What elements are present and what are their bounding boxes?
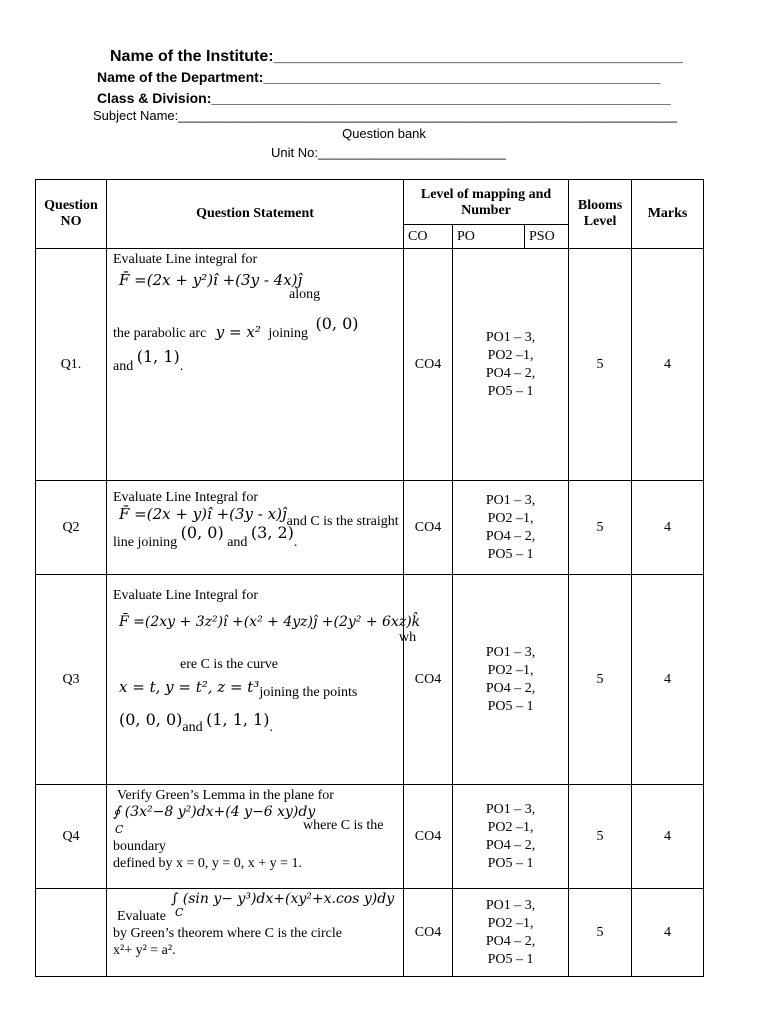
po-item: PO1 – 3, [485,492,536,508]
class-division-line: Class & Division:___________________________________________________________ [97,90,671,106]
po-values [453,249,569,481]
department-name-line: Name of the Department:___________________________________________________ [97,69,661,85]
statement-text: and [113,359,134,374]
statement-text: defined by x = 0, y = 0, x + y = 1. [113,856,303,871]
marks-value: 4 [632,249,704,481]
header-marks: Marks [632,180,704,249]
vector-field-formula: F̄ =(2xy + 3z²)î +(x² + 4yz)ĵ +(2y² + 6xz)k̂ [119,614,421,630]
marks-value: 4 [632,481,704,575]
point-formula: (0, 0, 0) [119,710,183,729]
po-item: PO2 –1, [487,915,534,931]
statement-text: Evaluate Line Integral for [113,588,258,603]
point-formula: (0, 0) [315,314,359,333]
po-item: PO2 –1, [487,510,534,526]
header-level-of-mapping: Level of mapping and Number [404,180,569,225]
po-item: PO2 –1, [487,662,534,678]
table-row [36,575,704,785]
po-item: PO1 – 3, [485,897,536,913]
header-blooms-level: Blooms Level [569,180,632,249]
question-statement [107,785,404,889]
unit-no-line: Unit No:__________________________ [271,145,506,160]
po-values [453,889,569,977]
table-row [36,481,704,575]
curve-formula: x = t, y = t², z = t³ [119,678,260,696]
subject-name-line: Subject Name:_____________________________________________________________________ [93,108,678,123]
question-number: Q1. [36,249,107,481]
po-item: PO2 –1, [487,819,534,835]
marks-value: 4 [632,785,704,889]
table-row [36,889,704,977]
statement-text: ere C is the curve [180,657,278,672]
point-formula: (3, 2) [250,523,294,542]
statement-text: by Green’s theorem where C is the circle [113,926,342,941]
co-value: CO4 [404,481,453,575]
statement-text: boundary [113,839,166,854]
blooms-value: 5 [569,575,632,785]
co-value: CO4 [404,785,453,889]
po-item: PO4 – 2, [485,528,536,544]
contour-label: C [175,906,184,919]
table-row [36,249,704,481]
statement-text: wh [399,630,417,645]
blooms-value: 5 [569,785,632,889]
po-item: PO5 – 1 [487,855,534,871]
vector-field-formula: F̄ =(2x + y²)î +(3y - 4x)ĵ [119,271,303,289]
po-item: PO5 – 1 [487,698,534,714]
header-co: CO [404,225,453,249]
statement-text: Evaluate [117,909,166,924]
po-item: PO5 – 1 [487,383,534,399]
co-value: CO4 [404,249,453,481]
blooms-value: 5 [569,481,632,575]
question-number: Q4 [36,785,107,889]
institute-name-line: Name of the Institute:______________________________________________ [110,48,683,65]
statement-text: . [269,720,273,735]
question-statement [107,889,404,977]
table-header-row [36,180,704,225]
statement-text: Verify Green’s Lemma in the plane for [117,788,334,803]
statement-text: x²+ y² = a². [113,943,176,958]
header-pso: PSO [525,225,569,249]
line-integral-formula: ∫ (sin y− y³)dx+(xy²+x.cos y)dy [171,891,395,907]
contour-label: C [115,823,124,836]
statement-text: . [293,535,298,550]
statement-text: where C is the [303,818,384,833]
statement-text: . [179,359,184,374]
po-values [453,481,569,575]
statement-text: and [182,720,203,735]
statement-text: joining [268,326,309,341]
po-item: PO2 –1, [487,347,534,363]
table-row [36,785,704,889]
header-po: PO [453,225,525,249]
po-values [453,575,569,785]
question-number [36,889,107,977]
statement-text: Evaluate Line Integral for [113,490,258,505]
question-bank-table [35,179,704,977]
header-question-statement: Question Statement [107,180,404,249]
point-formula: (1, 1, 1) [206,710,270,729]
po-item: PO1 – 3, [485,329,536,345]
co-value: CO4 [404,575,453,785]
blooms-value: 5 [569,249,632,481]
po-item: PO4 – 2, [485,365,536,381]
po-item: PO5 – 1 [487,546,534,562]
header-question-no: Question NO [36,180,107,249]
statement-text: Evaluate Line integral for [113,252,258,267]
point-formula: (0, 0) [180,523,224,542]
question-statement [107,481,404,575]
statement-text: joining the points [259,685,358,700]
curve-formula: y = x² [215,323,261,341]
question-statement [107,249,404,481]
statement-text: and C is the straight [286,514,399,529]
point-formula: (1, 1) [136,347,180,366]
statement-text: and [227,535,248,550]
statement-text: line joining [113,535,178,550]
document-title: Question bank [342,126,426,141]
marks-value: 4 [632,889,704,977]
po-item: PO4 – 2, [485,680,536,696]
line-integral-formula: ∮ (3x²−8 y²)dx+(4 y−6 xy)dy [113,804,316,820]
po-item: PO4 – 2, [485,837,536,853]
po-values [453,785,569,889]
question-number: Q2 [36,481,107,575]
po-item: PO1 – 3, [485,801,536,817]
po-item: PO1 – 3, [485,644,536,660]
po-item: PO4 – 2, [485,933,536,949]
statement-text: the parabolic arc [113,326,207,341]
blooms-value: 5 [569,889,632,977]
po-item: PO5 – 1 [487,951,534,967]
question-statement [107,575,421,785]
co-value: CO4 [404,889,453,977]
marks-value: 4 [632,575,704,785]
question-number: Q3 [36,575,107,785]
statement-text: along [289,287,321,302]
vector-field-formula: F̄ =(2x + y)î +(3y - x)ĵ [119,505,287,523]
